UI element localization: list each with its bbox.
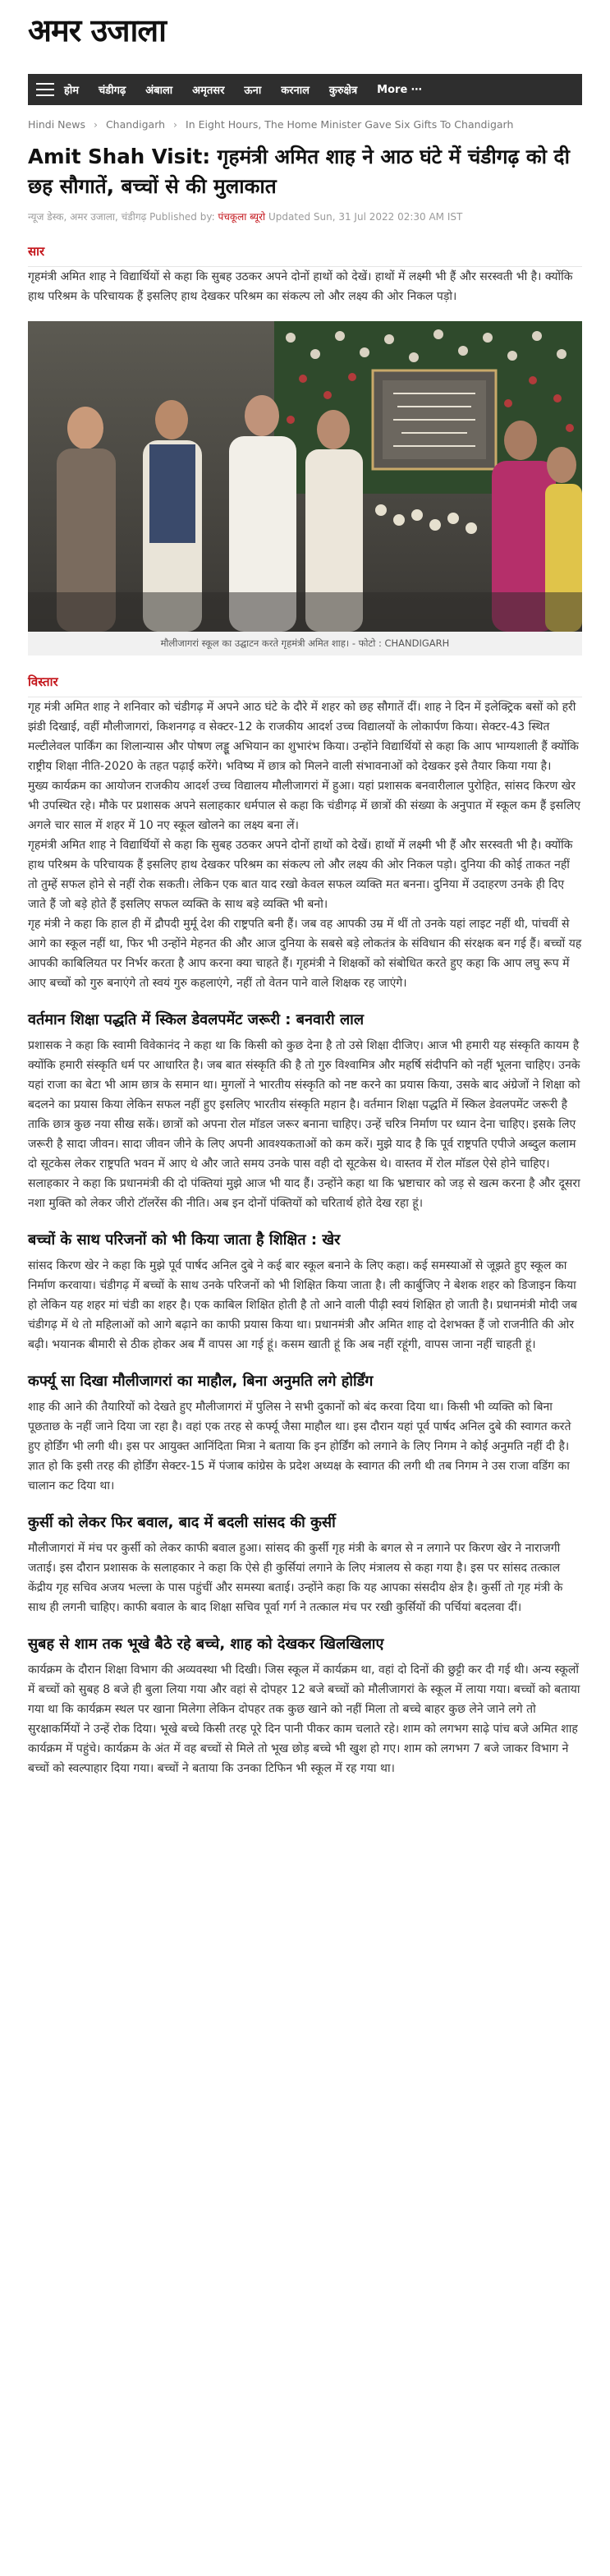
article-headline: Amit Shah Visit: गृहमंत्री अमित शाह ने आठ घंटे में चंडीगढ़ को दी छह सौगातें, बच्चों से की मुलाकात	[28, 145, 570, 198]
section-heading: कर्फ्यू सा दिखा मौलीजागरां का माहौल, बिना अनुमति लगे होर्डिंग	[28, 1373, 374, 1390]
nav-item-karnal[interactable]: करनाल	[281, 85, 310, 97]
breadcrumb-hindi-news[interactable]: Hindi News	[28, 118, 85, 131]
byline-updated: Updated Sun, 31 Jul 2022 02:30 AM IST	[265, 211, 463, 223]
body-paragraph: गृह मंत्री ने कहा कि हाल ही में द्रौपदी मुर्मू देश की राष्ट्रपति बनी हैं। जब वह आपकी उम्र में थीं तो उनके यहां लाइट नहीं थी, पांचवीं से आगे का स्कूल नहीं था, फिर भी उन्होंने मेहनत की और आज दुनिया के सबसे बड़े लोकतंत्र के संविधान की संरक्षक बन गई हैं। बच्चों यह आपकी काबिलियत पर निर्भर करता है आप करना क्या चाहते हैं। गृहमंत्री ने शिक्षकों को संबोधित करते हुए कहा कि आप लघु रूप में आए बच्चों को गुरु बनाएंगे तो स्वयं गुरु कहलाएंगे, नहीं तो वेतन पाने वाले शिक्षक रह जाएंगे।	[28, 918, 582, 990]
summary-label: सार	[28, 244, 45, 259]
amar-ujala-logo[interactable]: अमर उजाला	[28, 12, 166, 48]
section-paragraph: प्रशासक ने कहा कि स्वामी विवेकानंद ने कहा था कि किसी को कुछ देना है तो उसे शिक्षा दीजिए। आज भी हमारी यह संस्कृति कायम है क्योंकि हमारी संस्कृति धर्म पर आधारित है। जब बात संस्कृति की है तो गुरु विश्वामित्र और महर्षि संदीपनि को नहीं भूलना चाहिए। उनके यहां राजा का बेटा भी आम छात्र के समान था। मुगलों ने भारतीय संस्कृति को नष्ट करने का प्रयास किया, उसके बाद अंग्रेजों ने शिक्षा को बदलने का प्रयास किया लेकिन सफल नहीं हुए इसलिए भारतीय संस्कृति महान है। वर्तमान शिक्षा पद्धति में स्किल डेवलपमेंट जरूरी है ताकि छात्र कुछ नया सीख सकें। छात्रों को अपना रोल मॉडल जरूर बनाना चाहिए। उन्हें चरित्र निर्माण पर ध्यान देना चाहिए। इसके लिए जरूरी है सादा जीवन। सादा जीवन जीने के लिए अपनी आवश्यकताओं को कम करें। मुझे याद है कि पूर्व राष्ट्रपति एपीजे अब्दुल कलाम दो सूटकेस लेकर राष्ट्रपति भवन में आए थे और जाते समय उनके पास वही दो सूटकेस थे। वास्तव में रोल मॉडल ऐसे होने चाहिए। सलाहकार ने कहा कि प्रधानमंत्री की दो पंक्तियां मुझे आज भी याद हैं। उन्होंने कहा था कि भ्रष्टाचार को जड़ से खत्म करना है और दूसरा नशा मुक्ति को लेकर जीरो टॉलरेंस की नीति। अब इन दोनों पंक्तियों को चरितार्थ होते देख रहा हूं।	[28, 1039, 580, 1210]
section-heading: बच्चों के साथ परिजनों को भी किया जाता है शिक्षित : खेर	[28, 1231, 341, 1249]
inauguration-photo-illustration	[28, 321, 582, 632]
body-paragraph: मुख्य कार्यक्रम का आयोजन राजकीय आदर्श उच्च विद्यालय मौलीजागरां में हुआ। यहां प्रशासक बनवारीलाल पुरोहित, सांसद किरण खेर भी उपस्थित रहे। मौके पर प्रशासक अपने सलाहकार धर्मपाल से कहा कि चंडीगढ़ में छात्रों की संख्या के अनुपात में स्कूल कम हैं इसलिए अगले चार साल में शहर में 10 नए स्कूल खोलने का लक्ष्य बना लें।	[28, 780, 580, 832]
nav-item-home[interactable]: होम	[64, 85, 80, 97]
section-paragraph: शाह की आने की तैयारियों को देखते हुए मौलीजागरां में पुलिस ने सभी दुकानों को बंद करवा दिया था। किसी भी व्यक्ति को बिना पूछताछ के नहीं जाने दिया जा रहा है। वहां एक तरह से कर्फ्यू जैसा माहौल था। इस दौरान यहां पूर्व पार्षद अनिल दुबे की स्वागत करते हुए होर्डिंग भी लगी थी। इस पर आयुक्त आनिंदिता मित्रा ने बताया कि इन होर्डिंग को लगाने के लिए निगम ने कोई अनुमति नहीं दी है। ज्ञात हो कि इसी तरह की होर्डिंग सेक्टर-15 में पंजाब कांग्रेस के प्रदेश अध्यक्ष के स्वागत की लगी थी तब निगम ने उस राजा वडिंग का चालान कट दिया था।	[28, 1401, 571, 1493]
nav-item-una[interactable]: ऊना	[244, 85, 262, 97]
section-paragraph: मौलीजागरां में मंच पर कुर्सी को लेकर काफी बवाल हुआ। सांसद की कुर्सी गृह मंत्री के बगल से न लगाने पर किरण खेर ने नाराजगी जताई। इस दौरान प्रशासक के सलाहकार ने कहा कि ऐसे ही कुर्सियां लगाने के लिए मंत्रालय से कहा गया है। इस पर सांसद तत्काल केंद्रीय गृह सचिव अजय भल्ला के पास पहुंचीं और समस्या बताई। उन्होंने कहा कि यह आपका संसदीय क्षेत्र है। कुर्सी तो गृह मंत्री के साथ ही लगनी चाहिए। काफी बवाल के बाद शिक्षा सचिव पूर्वा गर्ग ने तत्काल मंच पर रखी कुर्सियों की पर्चियां बदलवा दीं।	[28, 1542, 563, 1614]
article-byline	[28, 209, 582, 223]
brand-bar	[0, 0, 610, 64]
article-content	[0, 118, 610, 1778]
nav-item-amritsar[interactable]: अमृतसर	[192, 85, 225, 97]
summary-text: गृहमंत्री अमित शाह ने विद्यार्थियों से कहा कि सुबह उठकर अपने दोनों हाथों को देखें। हाथों में लक्ष्मी भी हैं और सरस्वती भी है। क्योंकि हाथ परिश्रम के परिचायक हैं इसलिए हाथ देखकर परिश्रम का संकल्प लो और लक्ष्य की ओर निकल पड़ो।	[28, 270, 573, 303]
section-paragraph: कार्यक्रम के दौरान शिक्षा विभाग की अव्यवस्था भी दिखी। जिस स्कूल में कार्यक्रम था, वहां दो दिनों की छुट्टी कर दी गई थी। अन्य स्कूलों में बच्चों को सुबह 8 बजे ही बुला लिया गया और वहां से दोपहर 12 बजे बच्चों को मौलीजागरां के स्कूल में लाया गया। बच्चों को बताया गया था कि कार्यक्रम स्थल पर खाना मिलेगा लेकिन दोपहर तक कुछ खाने को नहीं मिला तो बच्चे बाहर कुछ लेने जाने लगे तो सुरक्षाकर्मियों ने उन्हें रोक दिया। भूखे बच्चे किसी तरह पूरे दिन पानी पीकर काम चलाते रहे। शाम को लगभग साढ़े पांच बजे अमित शाह कार्यक्रम में पहुंचे। कार्यक्रम के अंत में वह बच्चों से मिले तो भूख छोड़ बच्चे भी खुश हो गए। शाम को लगभग 7 बजे जाकर विभाग ने बच्चों को स्वल्पाहार दिया गया। बच्चों ने बताया कि उनका टिफिन भी स्कूल में रह गया था।	[28, 1663, 580, 1775]
hamburger-menu-icon[interactable]	[36, 83, 54, 96]
section-heading: वर्तमान शिक्षा पद्धति में स्किल डेवलपमेंट जरूरी : बनवारी लाल	[28, 1011, 365, 1028]
breadcrumb-current-article[interactable]: In Eight Hours, The Home Minister Gave Six Gifts To Chandigarh	[186, 118, 514, 131]
nav-item-chandigarh[interactable]: चंडीगढ़	[99, 85, 126, 97]
article-photo[interactable]	[28, 321, 582, 632]
breadcrumb-separator-icon: ›	[173, 118, 178, 131]
nav-item-more[interactable]: More ⋯	[377, 83, 422, 96]
section-heading: कुर्सी को लेकर फिर बवाल, बाद में बदली सांसद की कुर्सी	[28, 1514, 336, 1531]
nav-item-ambala[interactable]: अंबाला	[145, 85, 173, 97]
nav-item-kurukshetra[interactable]: कुरुक्षेत्र	[328, 85, 358, 97]
breadcrumb-chandigarh[interactable]: Chandigarh	[105, 118, 166, 131]
article-figure	[28, 321, 582, 656]
photo-caption: मौलीजागरां स्कूल का उद्घाटन करते गृहमंत्री अमित शाह। - फोटो : CHANDIGARH	[28, 632, 582, 656]
main-navbar	[28, 74, 582, 105]
body-paragraph: गृह मंत्री अमित शाह ने शनिवार को चंडीगढ़ में अपने आठ घंटे के दौरे में शहर को छह सौगातें दीं। शाह ने दिन में इलेक्ट्रिक बसों को हरी झंडी दिखाई, वहीं मौलीजागरां, किशनगढ़ व सेक्टर-12 के राजकीय आदर्श उच्च विद्यालयों के लोकार्पण किया। सेक्टर-43 स्थित मल्टीलेवल पार्किंग का शिलान्यास और पोषण लड्डू अभियान का शुभारंभ किया। उन्होंने विद्यार्थियों से कहा कि आप भाग्यशाली हैं क्योंकि राष्ट्रीय शिक्षा नीति-2020 के तहत पढ़ाई करेंगे। भविष्य में छात्र को मिलने वाली संभावनाओं को देखकर इसे तैयार किया गया है।	[28, 701, 579, 773]
body-paragraph: गृहमंत्री अमित शाह ने विद्यार्थियों से कहा कि सुबह उठकर अपने दोनों हाथों को देखें। हाथों में लक्ष्मी भी हैं और सरस्वती भी है। क्योंकि हाथ परिश्रम के परिचायक हैं इसलिए हाथ देखकर परिश्रम का संकल्प लो और लक्ष्य की ओर निकल पड़ो। दुनिया की कोई ताकत नहीं तो तुम्हें सफल होने से नहीं रोक सकती। लेकिन एक बात याद रखो केवल सफल व्यक्ति मत बनना। दुनिया में उदाहरण उनके ही दिए जाते हैं जो बड़े होते हैं इसलिए सफल व्यक्ति के साथ बड़े व्यक्ति भी बनो।	[28, 839, 573, 911]
section-heading: सुबह से शाम तक भूखे बैठे रहे बच्चे, शाह को देखकर खिलखिलाए	[28, 1635, 384, 1653]
detail-label: विस्तार	[28, 674, 58, 689]
byline-prefix: न्यूज डेस्क, अमर उजाला, चंडीगढ़ Published by:	[28, 211, 218, 223]
section-paragraph: सांसद किरण खेर ने कहा कि मुझे पूर्व पार्षद अनिल दुबे ने कई बार स्कूल बनाने के लिए कहा। कई समस्याओं से जूझते हुए स्कूल का निर्माण करवाया। चंडीगढ़ में बच्चों के साथ उनके परिजनों को भी शिक्षित किया जाता है। ली कार्बुजिए ने बेशक शहर को डिजाइन किया हो लेकिन यह शहर मां चंडी का शहर है। एक काबिल शिक्षित होती है तो आने वाली पीढ़ी स्वयं शिक्षित हो जाती है। प्रधानमंत्री मोदी जब चंडीगढ़ में थे तो महिलाओं को आगे बढ़ाने का काफी प्रयास किया था। प्रधानमंत्री और अमित शाह दो देशभक्त हैं जो राजनीति की ओर बढ़ी। भयानक बीमारी से ठीक होकर अब मैं वापस आ गई हूं। कसम खाती हूं कि अब नहीं रहूंगी, वापस जाना नहीं चाहती हूं।	[28, 1259, 577, 1351]
byline-author-link[interactable]: पंचकूला ब्यूरो	[218, 211, 266, 223]
breadcrumb-separator-icon: ›	[93, 118, 98, 131]
breadcrumb	[28, 118, 582, 131]
